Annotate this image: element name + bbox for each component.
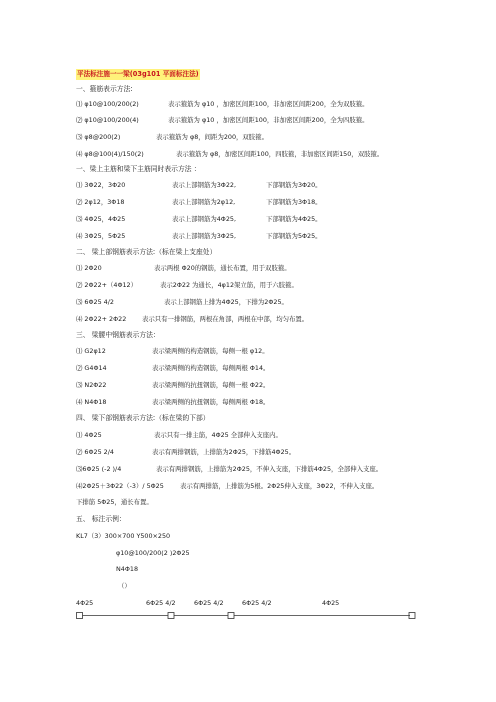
rebar-description: 表示有两排钢筋，上排筋为2Φ25，不伸入支座，下排筋4Φ25，全部伸入支座。 [156, 465, 383, 473]
rebar-code: ⑶6Φ25 (-2 )/4 [76, 465, 122, 473]
rebar-code: ⑵ 2φ12，3Φ18 [76, 198, 125, 206]
rebar-code: ⑴ 3Φ22，3Φ20 [76, 181, 126, 189]
rebar-code: ⑴ G2φ12 [76, 347, 106, 355]
section-heading-stirrups: 一、箍筋表示方法: [76, 85, 133, 93]
rebar-code: ⑴ 4Φ25 [76, 431, 102, 439]
span-label: 6Φ25 4/2 [242, 599, 272, 607]
rebar-description: 表示箍筋为 φ8，间距为200，双肢箍。 [156, 133, 268, 141]
document-title: 平法标注施一一梁(03g101 平面标注法) [77, 70, 199, 78]
beam-span-diagram [76, 611, 416, 621]
rebar-code: ⑶ N2Φ22 [76, 381, 107, 389]
section-heading-main-bars: 一、梁上主筋和梁下主筋同时表示方法 ： [76, 165, 201, 173]
rebar-code: ⑵ 2Φ22+（4Φ12） [76, 281, 138, 289]
span-label: 6Φ25 4/2 [194, 599, 224, 607]
rebar-code: ⑷2Φ25＋3Φ22（-3）/ 5Φ25 [76, 482, 164, 490]
rebar-description: 表示只有一排主筋，4Φ25 全部伸入支座内。 [154, 431, 282, 439]
support-label: 4Φ25 [322, 599, 340, 607]
rebar-description: 表示梁两侧的抗扭钢筋，每侧两根 Φ18。 [152, 398, 270, 406]
rebar-description-bottom: 下部钢筋为3Φ18。 [266, 198, 322, 206]
span-label: 6Φ25 4/2 [146, 599, 176, 607]
rebar-description-bottom: 下部钢筋为5Φ25。 [266, 232, 322, 240]
rebar-description: 表示上部钢筋为3Φ22, [172, 181, 236, 189]
rebar-description: 表示梁两侧的抗扭钢筋，每侧一根 Φ22。 [152, 381, 270, 389]
example-line-beam: KL7（3）300×700 Y500×250 [76, 532, 171, 540]
rebar-description: 表示2Φ22 为通长，4φ12架立筋，用于六肢箍。 [160, 281, 298, 289]
rebar-code: ⑵ 6Φ25 2/4 [76, 448, 114, 456]
rebar-description-bottom: 下部钢筋为3Φ20。 [266, 181, 322, 189]
rebar-code: ⑶ 4Φ25，4Φ25 [76, 215, 126, 223]
rebar-description: 表示箍筋为 φ10 ，加密区间距100，非加密区间距200，全为四肢箍。 [168, 116, 369, 124]
rebar-code: ⑷ 3Φ25，5Φ25 [76, 232, 126, 240]
rebar-code: ⑷ φ8@100(4)/150(2) [76, 150, 144, 158]
example-line-torsion: N4Φ18 [116, 565, 139, 573]
example-line-paren: （） [118, 582, 131, 590]
rebar-description-bottom: 下部钢筋为4Φ25。 [266, 215, 322, 223]
rebar-code: ⑷ N4Φ18 [76, 398, 107, 406]
rebar-description: 表示上部钢筋上排为4Φ25，下排为2Φ25。 [164, 298, 288, 306]
support-box [77, 613, 83, 619]
rebar-description: 表示上部钢筋为3Φ25, [172, 232, 236, 240]
continuation-text: 下排筋 5Φ25，通长布置。 [76, 498, 153, 506]
section-heading-side-bars: 三、 梁腰中钢筋表示方法： [76, 331, 160, 339]
support-label: 4Φ25 [76, 599, 94, 607]
rebar-code: ⑶ 6Φ25 4/2 [76, 298, 114, 306]
example-line-stirrup: φ10@100/200(2 )2Φ25 [116, 549, 190, 557]
rebar-description: 表示上部钢筋为4Φ25, [172, 215, 236, 223]
section-heading-top-bars: 二、 梁上部钢筋表示方法:（标在梁上支座处） [76, 248, 217, 256]
rebar-code: ⑷ 2Φ22+ 2Φ22 [76, 315, 127, 323]
rebar-description: 表示两根 Φ20的钢筋，通长布置，用于双肢箍。 [154, 264, 291, 272]
rebar-code: ⑵ G4Φ14 [76, 364, 107, 372]
rebar-description: 表示上部钢筋为2φ12, [172, 198, 236, 206]
example-bottom-labels [76, 598, 416, 608]
rebar-description: 表示只有一排钢筋，两根在角部，两根在中部，均匀布置。 [142, 315, 309, 323]
rebar-description: 表示箍筋为 φ8，加密区间距100，四肢箍，非加密区间距150，双肢箍。 [176, 150, 384, 158]
rebar-code: ⑴ φ10@100/200(2) [76, 100, 139, 108]
rebar-description: 表示有两排钢筋，上排筋为2Φ25，下排筋4Φ25。 [152, 448, 296, 456]
rebar-description: 表示梁两侧的构造钢筋，每侧两根 Φ14。 [152, 364, 270, 372]
rebar-description: 表示有两排筋，上排筋为5根。2Φ25伸入支座，3Φ22，不伸入支座。 [180, 482, 379, 490]
rebar-code: ⑶ φ8@200(2) [76, 133, 121, 141]
rebar-code: ⑵ φ10@100/200(4) [76, 116, 139, 124]
support-box [168, 613, 174, 619]
rebar-code: ⑴ 2Φ20 [76, 264, 102, 272]
rebar-description: 表示梁两侧的构造钢筋，每侧一根 φ12。 [152, 347, 269, 355]
section-heading-bottom-bars: 四、 梁下部钢筋表示方法:（标在梁的下部） [76, 414, 210, 422]
support-box [228, 613, 234, 619]
section-heading-example: 五、 标注示例： [76, 515, 126, 523]
rebar-description: 表示箍筋为 φ10 ，加密区间距100，非加密区间距200，全为双肢箍。 [168, 100, 369, 108]
